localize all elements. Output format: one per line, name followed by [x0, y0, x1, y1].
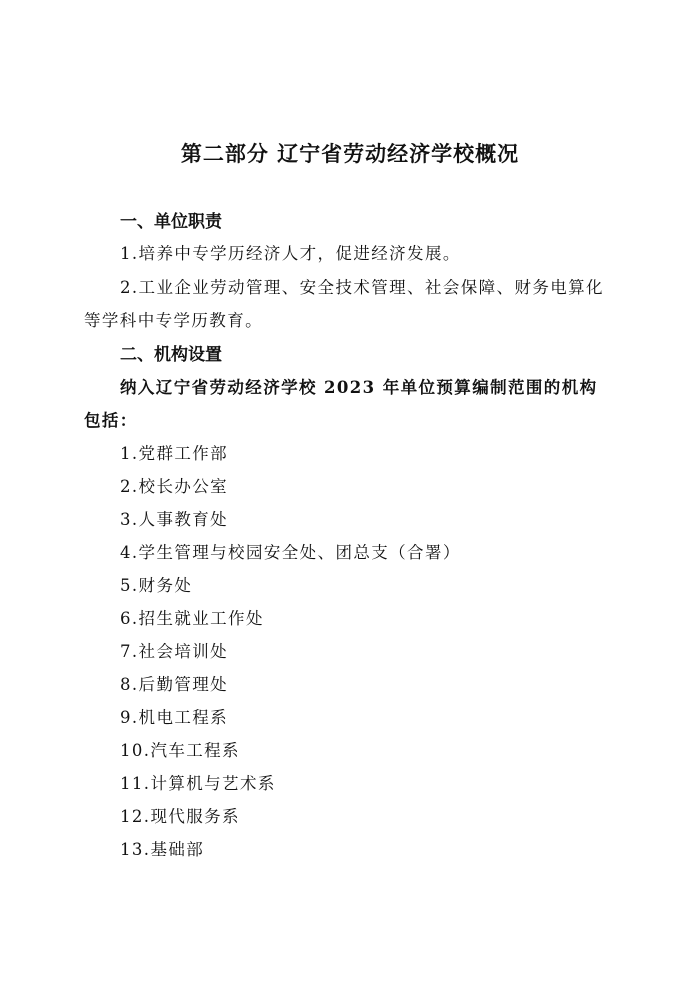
list-item: 13.基础部 [120, 840, 205, 859]
list-item: 6.招生就业工作处 [120, 609, 264, 628]
list-item: 11.计算机与艺术系 [120, 774, 276, 793]
organization-intro-line-1: 纳入辽宁省劳动经济学校 2023 年单位预算编制范围的机构 [120, 378, 598, 397]
list-item: 1.党群工作部 [120, 444, 229, 463]
list-item: 5.财务处 [120, 576, 193, 595]
organization-intro-line-2: 包括： [84, 411, 138, 430]
duty-paragraph-1: 1.培养中专学历经济人才，促进经济发展。 [120, 244, 461, 263]
list-item: 10.汽车工程系 [120, 741, 240, 760]
duty-paragraph-2-line-2: 等学科中专学历教育。 [84, 311, 263, 330]
organization-list [120, 437, 461, 866]
list-item: 9.机电工程系 [120, 708, 229, 727]
list-item: 2.校长办公室 [120, 477, 229, 496]
duty-paragraph-2-line-1: 2.工业企业劳动管理、安全技术管理、社会保障、财务电算化 [120, 278, 604, 297]
page-title: 第二部分 辽宁省劳动经济学校概况 [180, 142, 520, 166]
list-item: 3.人事教育处 [120, 510, 229, 529]
section-heading-organization: 二、机构设置 [120, 345, 222, 365]
list-item: 7.社会培训处 [120, 642, 229, 661]
list-item: 12.现代服务系 [120, 807, 240, 826]
section-heading-duties: 一、单位职责 [120, 212, 222, 232]
list-item: 8.后勤管理处 [120, 675, 229, 694]
list-item: 4.学生管理与校园安全处、团总支（合署） [120, 543, 461, 562]
